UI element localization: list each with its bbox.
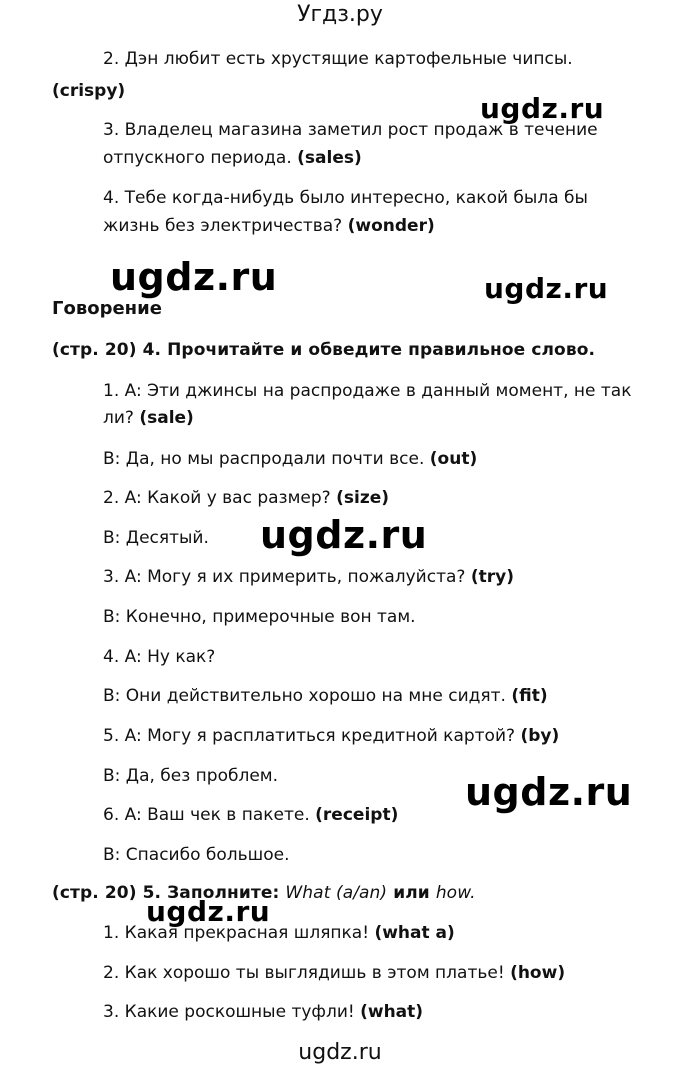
item-3-line-2 (103, 147, 362, 169)
dialogue-text: B: Да, но мы распродали почти все. (103, 449, 425, 469)
dialogue-answer: (sale) (139, 408, 194, 428)
dialogue-line (103, 380, 631, 402)
exercise-answer: (what a) (374, 923, 455, 943)
item-3-answer: (sales) (297, 148, 362, 168)
exercise-text: 2. Как хорошо ты выглядишь в этом платье! (103, 963, 505, 983)
watermark: ugdz.ru (260, 513, 428, 557)
dialogue-text: B: Спасибо большое. (103, 845, 290, 865)
dialogue-line (103, 804, 398, 826)
item-2-answer: (crispy) (52, 81, 126, 101)
item-3-line-1: 3. Владелец магазина заметил рост продаж в течение (103, 120, 598, 140)
dialogue-line (103, 448, 477, 470)
page-header: Угдз.ру (297, 2, 383, 27)
item-4-answer: (wonder) (347, 216, 435, 236)
dialogue-text: 6. A: Ваш чек в пакете. (103, 805, 310, 825)
dialogue-line (103, 765, 278, 787)
exercise-line (103, 962, 565, 984)
task-5-title-or: или (393, 883, 430, 903)
dialogue-line (103, 566, 514, 588)
dialogue-line (103, 685, 548, 707)
exercise-answer: (what) (360, 1002, 424, 1022)
dialogue-text: ли? (103, 408, 134, 428)
dialogue-answer: (out) (429, 449, 478, 469)
dialogue-text: 1. A: Эти джинсы на распродаже в данный момент, не так (103, 381, 632, 401)
task-5-title-what: What (a/an) (285, 883, 388, 903)
dialogue-answer: (try) (470, 567, 514, 587)
dialogue-line (103, 844, 289, 866)
watermark: ugdz.ru (146, 895, 271, 928)
dialogue-text: 5. A: Могу я расплатиться кредитной картой? (103, 726, 516, 746)
exercise-answer: (how) (510, 963, 566, 983)
task-5-title-prefix: (стр. 20) 5. Заполните: (52, 883, 280, 903)
dialogue-line (103, 407, 194, 429)
watermark: ugdz.ru (465, 770, 633, 814)
watermark: ugdz.ru (480, 92, 605, 125)
task-5-title-how: how. (435, 883, 476, 903)
dialogue-line (103, 725, 559, 747)
watermark: ugdz.ru (110, 255, 278, 299)
dialogue-line (103, 527, 209, 549)
item-4-text: жизнь без электричества? (103, 216, 343, 236)
exercise-line (103, 1001, 423, 1023)
dialogue-answer: (receipt) (315, 805, 399, 825)
item-2-text: 2. Дэн любит есть хрустящие картофельные чипсы. (103, 49, 573, 69)
dialogue-text: B: Да, без проблем. (103, 766, 279, 786)
dialogue-line (103, 487, 389, 509)
item-4-line-1: 4. Тебе когда-нибудь было интересно, какой была бы (103, 188, 588, 208)
dialogue-line (103, 606, 416, 628)
dialogue-answer: (fit) (511, 686, 548, 706)
exercise-text: 1. Какая прекрасная шляпка! (103, 923, 370, 943)
dialogue-text: 2. A: Какой у вас размер? (103, 488, 331, 508)
section-title: Говорение (52, 298, 162, 319)
exercise-text: 3. Какие роскошные туфли! (103, 1002, 355, 1022)
dialogue-text: B: Они действительно хорошо на мне сидят. (103, 686, 506, 706)
task-4-title: (стр. 20) 4. Прочитайте и обведите правильное слово. (52, 340, 596, 360)
dialogue-text: B: Конечно, примерочные вон там. (103, 607, 416, 627)
item-4-line-2 (103, 215, 435, 237)
dialogue-text: 3. A: Могу я их примерить, пожалуйста? (103, 567, 466, 587)
page-footer: ugdz.ru (298, 1040, 382, 1065)
dialogue-text: 4. A: Ну как? (103, 647, 216, 667)
dialogue-text: B: Десятый. (103, 528, 209, 548)
item-3-text: отпускного периода. (103, 148, 292, 168)
dialogue-answer: (by) (520, 726, 560, 746)
dialogue-answer: (size) (336, 488, 390, 508)
dialogue-line (103, 646, 215, 668)
watermark: ugdz.ru (484, 272, 609, 305)
